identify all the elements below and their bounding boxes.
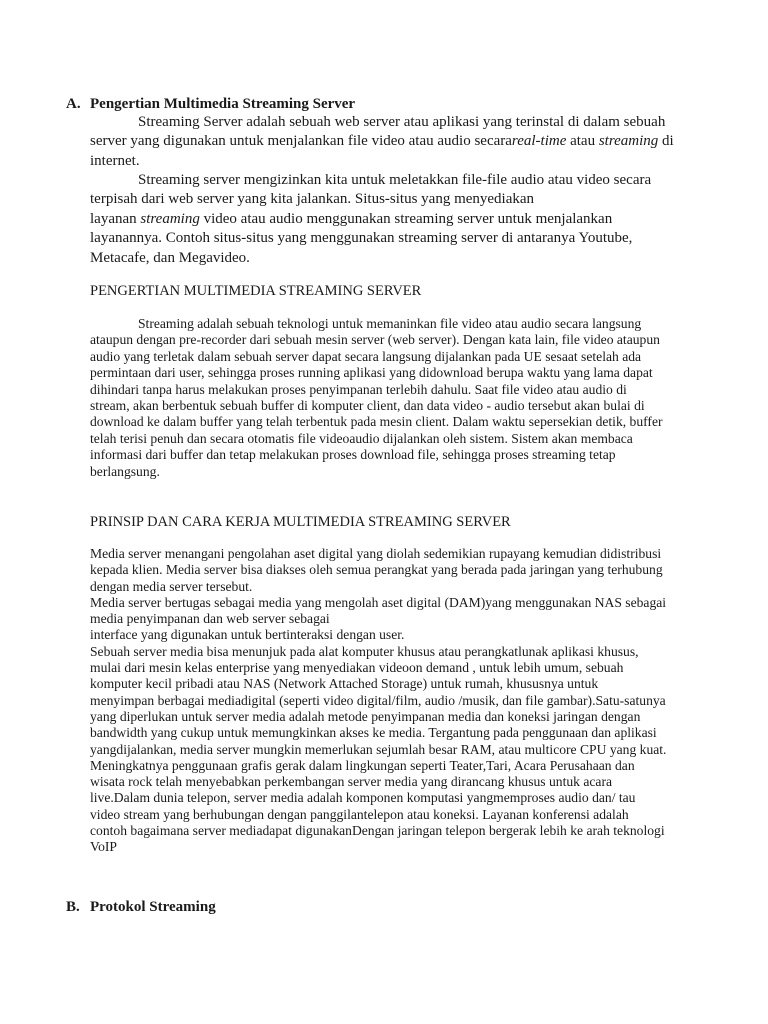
paragraph-line: VoIP [90, 839, 117, 855]
paragraph-line: Metacafe, dan Megavideo. [90, 249, 250, 266]
paragraph-line: kepada klien. Media server bisa diakses oleh semua perangkat yang berada pada jaringan yang terhubung [90, 562, 663, 578]
paragraph-line: video stream yang berhubungan dengan panggilantelepon atau koneksi. Layanan konferensi adalah [90, 806, 629, 822]
text-run: server yang digunakan untuk menjalankan file video atau audio secara [90, 133, 512, 150]
paragraph-line: dengan media server tersebut. [90, 578, 253, 594]
text-run: video atau audio menggunakan streaming server untuk menjalankan [199, 210, 613, 227]
paragraph-streaming-server-usage [90, 171, 690, 268]
paragraph-line: audio yang terletak dalam sebuah server dapat secara langsung dijalankan pada UE sesaat setelah ada [90, 348, 642, 364]
paragraph-line: layanannya. Contoh situs-situs yang menggunakan streaming server di antaranya Youtube, [90, 230, 633, 247]
paragraph-line: stream, akan berbentuk sebuah buffer di komputer client, dan data video - audio tersebut akan bulai di [90, 397, 645, 413]
paragraph-streaming-server [90, 113, 690, 171]
italic-term: streaming [140, 210, 200, 227]
paragraph-line [90, 132, 690, 151]
paragraph-line: Media server menangani pengolahan aset digital yang diolah sedemikian rupayang kemudian didistribusi [90, 546, 662, 561]
section-b-title: Protokol Streaming [90, 899, 216, 915]
paragraph-streaming-definition [90, 316, 690, 480]
paragraph-media-server [90, 546, 690, 856]
paragraph-line: yangdijalankan, media server mungkin memerlukan sejumlah besar RAM, atau multicore CPU yang kuat. [90, 741, 667, 757]
section-b-heading [66, 898, 216, 917]
section-a-marker: A. [66, 96, 81, 112]
paragraph-line: menyimpan berbagai mediadigital (seperti video digital/film, audio /musik, dan file gambar).Satu-satunya [90, 692, 666, 708]
section-a-heading [66, 95, 355, 114]
paragraph-line: Streaming Server adalah sebuah web server atau aplikasi yang terinstal di dalam sebuah [138, 114, 666, 130]
text-run: atau [566, 133, 599, 150]
section-b-marker: B. [66, 899, 80, 915]
paragraph-line: download ke dalam buffer yang telah terbentuk pada mesin client. Dalam waktu sepersekian detik, buffer [90, 414, 663, 430]
paragraph-line [90, 210, 690, 229]
paragraph-line: berlangsung. [90, 463, 160, 479]
paragraph-line: informasi dari buffer dan tetap melakukan proses download file, sehingga proses streaming tetap [90, 447, 616, 463]
paragraph-line: ataupun dengan pre-recorder dari sebuah mesin server (web server). Dengan kata lain, file video ataupun [90, 332, 660, 348]
paragraph-line: live.Dalam dunia telepon, server media adalah komponen komputasi yangmemproses audio dan/ tau [90, 790, 636, 806]
paragraph-line: media penyimpanan dan web server sebagai [90, 611, 330, 627]
paragraph-line: contoh bagaimana server mediadapat digunakanDengan jaringan telepon bergerak lebih ke arah teknologi [90, 823, 665, 839]
paragraph-line: telah terisi penuh dan secara otomatis file videoaudio dijalankan oleh sistem. Sistem akan membaca [90, 430, 633, 446]
paragraph-line: bandwidth yang cukup untuk memungkinkan akses ke media. Tergantung pada penggunaan dan aplikasi [90, 725, 657, 741]
paragraph-line: interface yang digunakan untuk bertinteraksi dengan user. [90, 627, 405, 643]
italic-term: real-time [511, 133, 567, 150]
paragraph-line: permintaan dari user, sehingga proses running aplikasi yang didownload berupa waktu yang lama dapat [90, 365, 653, 381]
paragraph-line: komputer kecil pribadi atau NAS (Network Attached Storage) untuk rumah, khususnya untuk [90, 676, 599, 692]
paragraph-line: internet. [90, 152, 140, 169]
paragraph-line: mulai dari mesin kelas enterprise yang menyediakan videoon demand , untuk lebih umum, sebuah [90, 660, 624, 676]
text-run: layanan [90, 210, 141, 227]
paragraph-line: Streaming adalah sebuah teknologi untuk memaninkan file video atau audio secara langsung [138, 316, 642, 331]
paragraph-line: terpisah dari web server yang kita jalankan. Situs-situs yang menyediakan [90, 191, 535, 208]
paragraph-line: Meningkatnya penggunaan grafis gerak dalam lingkungan seperti Teater,Tari, Acara Perusahaan dan [90, 757, 635, 773]
paragraph-line: wisata rock telah menyebabkan perkembangan server media yang dirancang khusus untuk acara [90, 774, 613, 790]
paragraph-line: Streaming server mengizinkan kita untuk meletakkan file-file audio atau video secara [138, 172, 652, 188]
text-run: di [658, 133, 674, 150]
paragraph-line: dihindari tanpa harus melakukan proses penyimpanan terlebih dahulu. Saat file video atau audio di [90, 381, 627, 397]
paragraph-line: Sebuah server media bisa menunjuk pada alat komputer khusus atau perangkatlunak aplikasi khusus, [90, 643, 639, 659]
section-a-title: Pengertian Multimedia Streaming Server [90, 96, 356, 112]
paragraph-line: yang diperlukan untuk server media adalah metode penyimpanan media dan koneksi jaringan dengan [90, 708, 641, 724]
pengertian-heading: PENGERTIAN MULTIMEDIA STREAMING SERVER [90, 283, 422, 299]
paragraph-line: Media server bertugas sebagai media yang mengolah aset digital (DAM)yang menggunakan NAS sebagai [90, 594, 667, 610]
italic-term: streaming [598, 133, 659, 150]
prinsip-heading: PRINSIP DAN CARA KERJA MULTIMEDIA STREAMING SERVER [90, 514, 511, 530]
